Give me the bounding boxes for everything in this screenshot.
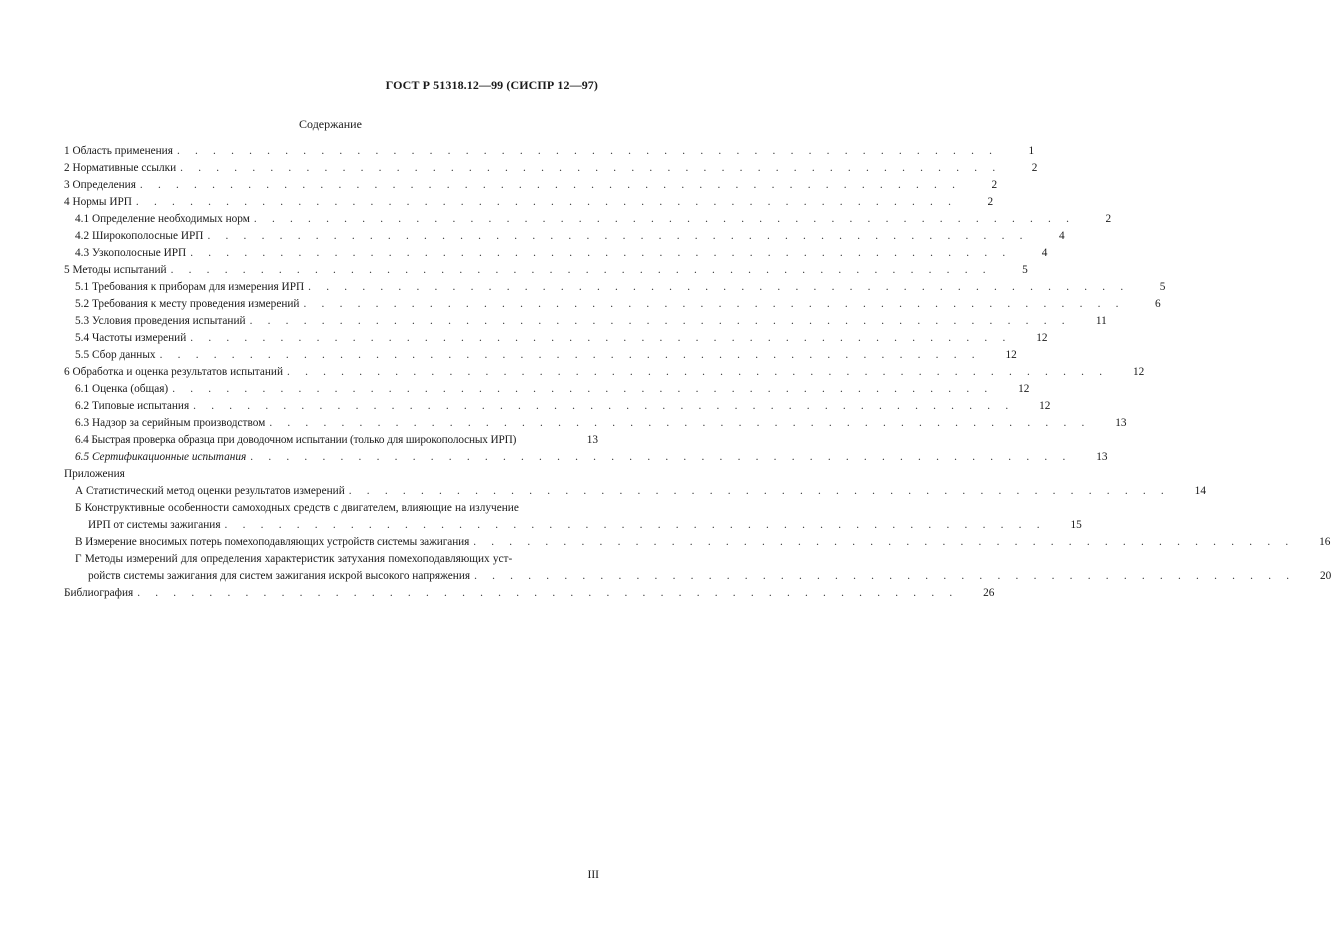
toc-entry-page: 5 [1159, 281, 1166, 293]
toc-entry[interactable] [64, 262, 1028, 279]
toc-entry-page: 20 [1320, 570, 1331, 582]
toc-entry-label: 6 Обработка и оценка результатов испытаний [64, 366, 284, 378]
leader-dots: . . . . . . . . . . . . . . . . . . . . . . . . . . . . . . . . . . . . . . . . . . . . . . [137, 587, 959, 599]
toc-entry[interactable] [64, 432, 598, 449]
toc-entry-label: 5.2 Требования к месту проведения измерений [75, 298, 300, 310]
toc-entry-label: 5.1 Требования к приборам для измерения ИРП [75, 281, 305, 293]
toc-entry[interactable] [64, 398, 1051, 415]
leader-dots: . . . . . . . . . . . . . . . . . . . . . . . . . . . . . . . . . . . . . . . . . . . . . . [180, 162, 1002, 174]
toc-entry-label: 4.2 Широкополосные ИРП [75, 230, 204, 242]
toc-entry-page: 12 [1005, 349, 1017, 361]
toc-entry-label: 5 Методы испытаний [64, 264, 167, 276]
toc-entry[interactable] [64, 551, 1331, 585]
toc-entry-page: 2 [1031, 162, 1038, 174]
toc-entry[interactable] [64, 500, 1082, 534]
toc-entry-page: 5 [1022, 264, 1028, 276]
toc-entry[interactable] [64, 449, 1108, 466]
toc-entry-label: 5.4 Частоты измерений [75, 332, 187, 344]
toc-entry-page: 12 [1018, 383, 1030, 395]
toc-entry-page: 26 [983, 587, 995, 599]
leader-dots: . . . . . . . . . . . . . . . . . . . . . . . . . . . . . . . . . . . . . . . . . . . . . . [207, 230, 1029, 242]
toc-entry-label: 6.3 Надзор за серийным производством [75, 417, 266, 429]
toc-entry-label-continued: ройств системы зажигания для систем зажигания искрой высокого напряжения [88, 570, 471, 582]
toc-entry-label: В Измерение вносимых потерь помехоподавляющих устройств системы зажигания [75, 536, 470, 548]
leader-dots: . . . . . . . . . . . . . . . . . . . . . . . . . . . . . . . . . . . . . . . . . . . . . . [473, 536, 1295, 548]
toc-entry[interactable] [64, 585, 995, 602]
toc-section-heading [64, 466, 598, 483]
leader-dots: . . . . . . . . . . . . . . . . . . . . . . . . . . . . . . . . . . . . . . . . . . . . . . [287, 366, 1109, 378]
toc-entry[interactable] [64, 415, 1127, 432]
toc-entry-page: 2 [987, 196, 994, 208]
toc-entry-page: 16 [1319, 536, 1331, 548]
leader-dots: . . . . . . . . . . . . . . . . . . . . . . . . . . . . . . . . . . . . . . . . . . . . . . [303, 298, 1125, 310]
toc-entry-label: Библиография [64, 587, 134, 599]
leader-dots: . . . . . . . . . . . . . . . . . . . . . . . . . . . . . . . . . . . . . . . . . . . . . . [170, 264, 992, 276]
toc-entry[interactable] [64, 483, 1206, 500]
toc-entry[interactable] [64, 381, 1030, 398]
toc-entry-label: Б Конструктивные особенности самоходных средств с двигателем, влияющие на излучение [75, 502, 519, 514]
toc-entry-page: 6 [1155, 298, 1161, 310]
standard-header: ГОСТ Р 51318.12—99 (СИСПР 12—97) [385, 78, 598, 92]
leader-dots: . . . . . . . . . . . . . . . . . . . . . . . . . . . . . . . . . . . . . . . . . . . . . . [269, 417, 1091, 429]
leader-dots: . . . . . . . . . . . . . . . . . . . . . . . . . . . . . . . . . . . . . . . . . . . . . . [190, 247, 1012, 259]
toc-entry-page: 13 [586, 434, 598, 446]
toc-entry-label: 4.3 Узкополосные ИРП [75, 247, 187, 259]
toc-entry[interactable] [64, 364, 1145, 381]
toc-entry-page: 2 [1105, 213, 1112, 225]
toc-entry-page: 15 [1070, 519, 1082, 531]
toc-entry[interactable] [64, 330, 1048, 347]
toc-entry-page: 11 [1095, 315, 1107, 327]
leader-dots: . . . . . . . . . . . . . . . . . . . . . . . . . . . . . . . . . . . . . . . . . . . . . . [139, 179, 962, 191]
toc-entry[interactable] [64, 296, 1161, 313]
toc-entry-label: 5.5 Сбор данных [75, 349, 156, 361]
leader-dots: . . . . . . . . . . . . . . . . . . . . . . . . . . . . . . . . . . . . . . . . . . . . . . [249, 315, 1071, 327]
toc-entry-page: 4 [1059, 230, 1065, 242]
toc-entry-page: 2 [991, 179, 998, 191]
toc-entry[interactable] [64, 211, 1112, 228]
page-number: III [587, 869, 599, 881]
toc-entry-page: 12 [1132, 366, 1145, 378]
leader-dots: . . . . . . . . . . . . . . . . . . . . . . . . . . . . . . . . . . . . . . . . . . . . . . [172, 383, 994, 395]
toc-entry[interactable] [64, 313, 1107, 330]
toc-entry-label: 4.1 Определение необходимых норм [75, 213, 250, 225]
toc-title: Содержание [299, 117, 362, 131]
appendices-heading: Приложения [64, 468, 125, 480]
toc-entry-page: 13 [1115, 417, 1127, 429]
toc-entry[interactable] [64, 245, 1048, 262]
toc-entry-page: 13 [1096, 451, 1108, 463]
toc-entry-page: 4 [1041, 247, 1048, 259]
toc-entry-line [64, 500, 598, 517]
toc-entry[interactable] [64, 534, 1331, 551]
leader-dots: . . . . . . . . . . . . . . . . . . . . . . . . . . . . . . . . . . . . . . . . . . . . . . [250, 451, 1072, 463]
leader-dots: . . . . . . . . . . . . . . . . . . . . . . . . . . . . . . . . . . . . . . . . . . . . . . [193, 400, 1015, 412]
toc-entry-line [64, 551, 598, 568]
toc-entry[interactable] [64, 143, 1035, 160]
toc-entry[interactable] [64, 194, 994, 211]
toc-entry-page: 1 [1028, 145, 1035, 157]
toc-entry-page: 12 [1036, 332, 1048, 344]
leader-dots: . . . . . . . . . . . . . . . . . . . . . . . . . . . . . . . . . . . . . . . . . . . . . . [253, 213, 1076, 225]
leader-dots: . . . . . . . . . . . . . . . . . . . . . . . . . . . . . . . . . . . . . . . . . . . . . . [176, 145, 999, 157]
toc-entry-label: 4 Нормы ИРП [64, 196, 132, 208]
toc-entry-page: 14 [1194, 485, 1206, 497]
leader-dots: . . . . . . . . . . . . . . . . . . . . . . . . . . . . . . . . . . . . . . . . . . . . . . [348, 485, 1170, 497]
table-of-contents [64, 143, 1331, 602]
toc-entry-line [64, 568, 1331, 585]
leader-dots: . . . . . . . . . . . . . . . . . . . . . . . . . . . . . . . . . . . . . . . . . . . . . . [308, 281, 1130, 293]
toc-entry-label: 3 Определения [64, 179, 136, 191]
toc-entry-label: 1 Область применения [64, 145, 173, 157]
leader-dots: . . . . . . . . . . . . . . . . . . . . . . . . . . . . . . . . . . . . . . . . . . . . . . [224, 519, 1046, 531]
toc-entry[interactable] [64, 160, 1038, 177]
toc-entry[interactable] [64, 177, 998, 194]
leader-dots: . . . . . . . . . . . . . . . . . . . . . . . . . . . . . . . . . . . . . . . . . . . . . . [159, 349, 981, 361]
toc-entry-label-continued: ИРП от системы зажигания [88, 519, 221, 531]
toc-entry[interactable] [64, 279, 1166, 296]
toc-entry-page: 12 [1039, 400, 1051, 412]
toc-entry-line [64, 517, 1082, 534]
toc-entry[interactable] [64, 228, 1065, 245]
leader-dots: . . . . . . . . . . . . . . . . . . . . . . . . . . . . . . . . . . . . . . . . . . . . . . [474, 570, 1296, 582]
leader-dots: . . . . . . . . . . . . . . . . . . . . . . . . . . . . . . . . . . . . . . . . . . . . . . [190, 332, 1012, 344]
toc-entry-label: 6.1 Оценка (общая) [75, 383, 169, 395]
toc-entry-label: Г Методы измерений для определения характеристик затухания помехоподавляющих уст- [75, 553, 513, 565]
toc-entry-label: 6.2 Типовые испытания [75, 400, 190, 412]
toc-entry-label: 5.3 Условия проведения испытаний [75, 315, 246, 327]
toc-entry[interactable] [64, 347, 1017, 364]
toc-entry-label: 6.5 Сертификационные испытания [75, 451, 247, 463]
toc-entry-label: А Статистический метод оценки результатов измерений [75, 485, 345, 497]
leader-dots: . . . . . . . . . . . . . . . . . . . . . . . . . . . . . . . . . . . . . . . . . . . . . . [135, 196, 958, 208]
toc-entry-label: 2 Нормативные ссылки [64, 162, 177, 174]
toc-entry-label: 6.4 Быстрая проверка образца при доводочном испытании (только для широкополосных ИРП) [75, 434, 517, 446]
